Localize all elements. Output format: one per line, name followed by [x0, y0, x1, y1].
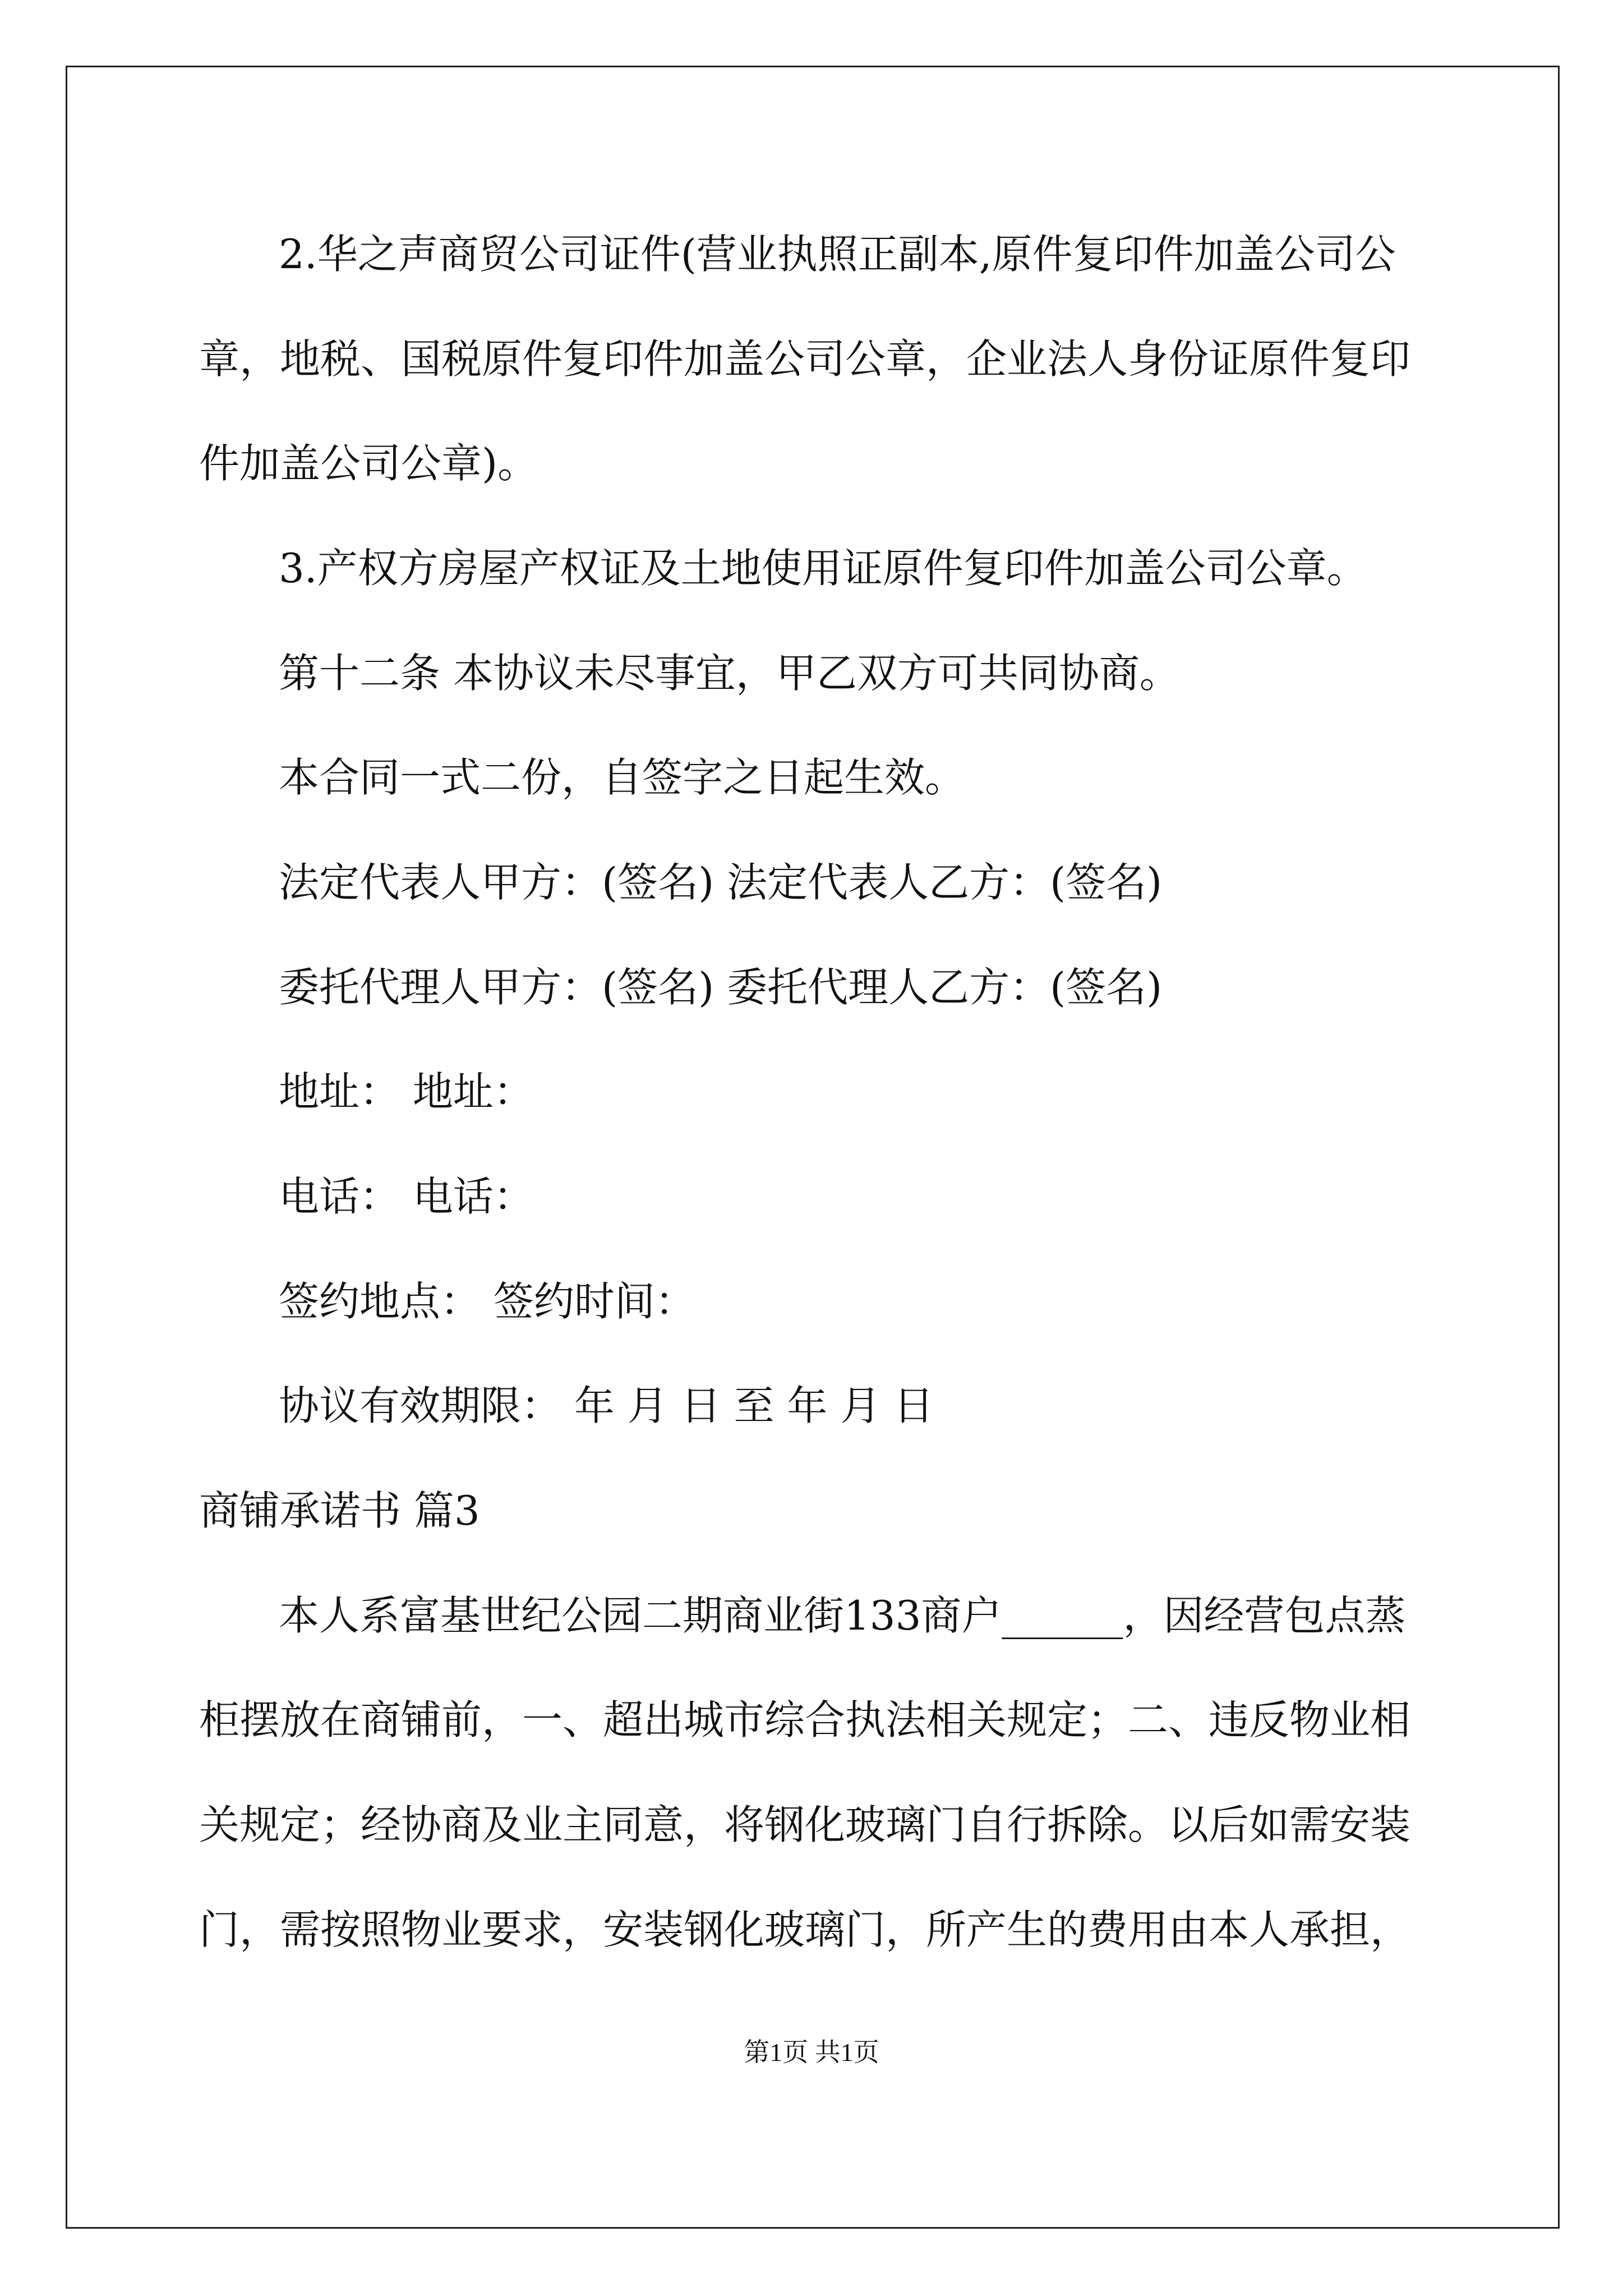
copies-clause: 本合同一式二份，自签字之日起生效。: [279, 754, 966, 801]
page-footer: 第1页 共1页: [744, 2038, 879, 2067]
validity-line: 协议有效期限： 年 月 日 至 年 月 日: [279, 1382, 934, 1429]
agent-line: 委托代理人甲方：(签名) 委托代理人乙方：(签名): [279, 964, 1163, 1011]
commitment-line-1: 本人系富基世纪公园二期商业街133商户______，因经营包点蒸: [279, 1592, 1406, 1639]
item-3: 3.产权方房屋产权证及土地使用证原件复印件加盖公司公章。: [279, 545, 1367, 592]
address-line: 地址： 地址：: [279, 1068, 534, 1115]
commitment-line-2: 柜摆放在商铺前，一、超出城市综合执法相关规定；二、违反物业相: [199, 1696, 1411, 1743]
phone-line: 电话： 电话：: [279, 1173, 534, 1220]
sign-place-time-line: 签约地点： 签约时间：: [279, 1278, 695, 1325]
commitment-line-3: 关规定；经协商及业主同意，将钢化玻璃门自行拆除。以后如需安装: [199, 1801, 1411, 1848]
section-title: 商铺承诺书 篇3: [199, 1487, 480, 1534]
item-2-line-3: 件加盖公司公章)。: [199, 440, 538, 487]
commitment-line-4: 门，需按照物业要求，安装钢化玻璃门，所产生的费用由本人承担，: [199, 1906, 1411, 1953]
item-2-line-1: 2.华之声商贸公司证件(营业执照正副本,原件复印件加盖公司公: [279, 231, 1396, 278]
legal-representative-line: 法定代表人甲方：(签名) 法定代表人乙方：(签名): [279, 859, 1163, 906]
item-2-line-2: 章，地税、国税原件复印件加盖公司公章，企业法人身份证原件复印: [199, 335, 1411, 383]
article-12: 第十二条 本协议未尽事宜，甲乙双方可共同协商。: [279, 650, 1180, 697]
